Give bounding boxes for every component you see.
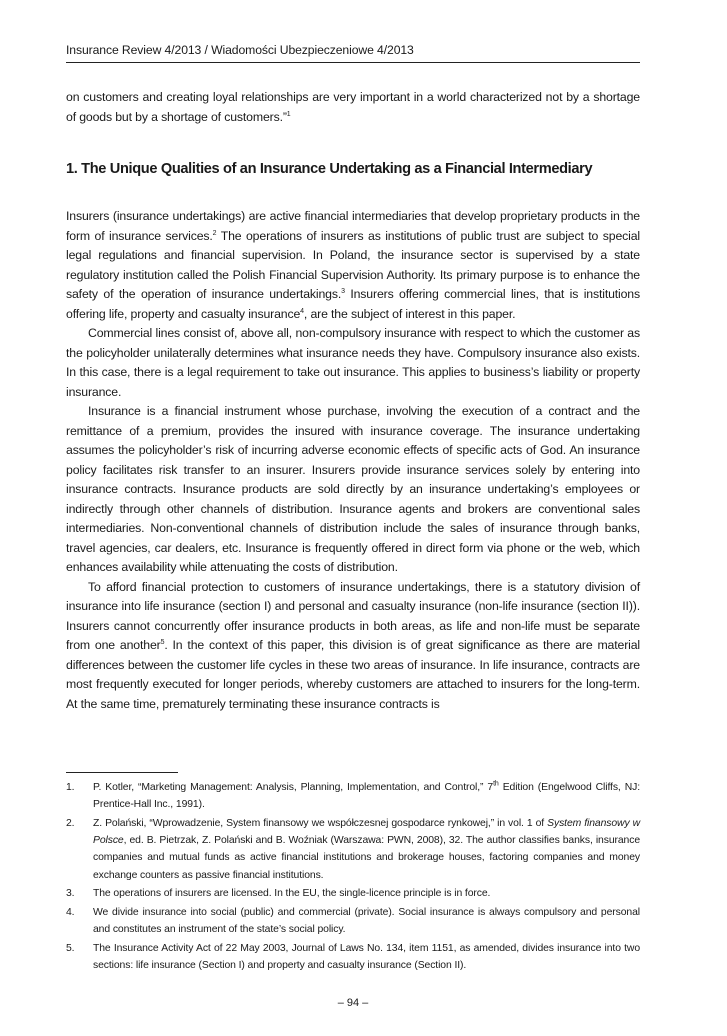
paragraph-1-text-b: The operations of insurers as institutions of public trust are subject to special legal regulations and financial supervision. In Poland, the insurance sector is supervised by a state regulatory institution called the Polish Financial Supervision Authority. Its primary purpose is to enhance the safety of the operation of insurance undertakings. — [66, 228, 640, 301]
paragraph-4 — [66, 578, 640, 715]
footnote-number: 2. — [66, 817, 75, 829]
footnote-3 — [66, 885, 640, 902]
paragraph-3: Insurance is a financial instrument whose purchase, involving the execution of a contract and the remittance of a premium, provides the insured with insurance coverage. The insurance undertaking assumes the policyholder’s risk of incurring adverse economic effects of specific acts of God. An insurance policy facilitates risk transfer to an insurer. Insurers provide insurance services solely by entering into insurance contracts. Insurance products are sold directly by an insurance undertaking’s employees or indirectly through other channels of distribution. Insurance agents and brokers are conventional sales intermediaries. Non-conventional channels of distribution include the sales of insurance through banks, travel agencies, car dealers, etc. Insurance is frequently offered in direct form via phone or the web, which enhances availability while attenuating the costs of distribution. — [66, 404, 640, 574]
footnote-2-text-b: , ed. B. Pietrzak, Z. Polański and B. Woźniak (Warszawa: PWN, 2008), 32. The author classifies banks, insurance companies and mutual funds as active financial institutions and brokerage houses, factoring companies and money exchange counters as passive financial institutions. — [93, 835, 640, 881]
paragraph-4-text-a: To afford financial protection to customers of insurance undertakings, there is a statutory division of insurance into life insurance (section I) and personal and casualty insurance (non-life insurance (section II)). Insurers cannot concurrently offer insurance products in both areas, as life and non-life must be separate from one another — [66, 579, 640, 652]
paragraph-1-text-d: , are the subject of interest in this paper. — [303, 306, 516, 321]
footnote-1-text-b: Edition (Engelwood Cliffs, NJ: Prentice-Hall Inc., 1991). — [93, 782, 640, 811]
paragraph-1-text-c: Insurers offering commercial lines, that is institutions offering life, property and casualty insurance — [66, 287, 640, 321]
footnote-ref-3[interactable]: 3 — [341, 287, 345, 295]
page — [66, 0, 640, 1036]
continuation-paragraph — [66, 88, 640, 127]
footnote-number: 3. — [66, 888, 75, 900]
footnote-2 — [66, 815, 640, 884]
footnote-number: 1. — [66, 782, 75, 793]
footnote-1-text-a: P. Kotler, “Marketing Management: Analysis, Planning, Implementation, and Control,” 7 — [93, 782, 494, 793]
paragraph-4-text-b: . In the context of this paper, this division is of great significance as there are material differences between the customer life cycles in these two areas of insurance. In life insurance, contracts are most frequently executed for longer periods, whereby customers are attached to insurers for the long-term. At the same time, prematurely terminating these insurance contracts is — [66, 638, 640, 711]
footnote-ref-2[interactable]: 2 — [212, 229, 217, 237]
running-header: Insurance Review 4/2013 / Wiadomości Ubezpieczeniowe 4/2013 — [66, 43, 640, 63]
page-number: – 94 – — [337, 997, 369, 1009]
footnote-number: 5. — [66, 942, 75, 954]
footnote-ref-1[interactable]: 1 — [286, 110, 291, 118]
footnote-text — [93, 779, 640, 813]
paragraph-1 — [66, 207, 640, 324]
section-title: 1. The Unique Qualities of an Insurance Undertaking as a Financial Intermediary — [66, 161, 593, 177]
footnote-2-book-title: System finansowy w Polsce — [93, 817, 640, 847]
footnote-text: The operations of insurers are licensed. In the EU, the single-licence principle is in force. — [93, 888, 491, 900]
footnote-1-superscript: th — [493, 780, 499, 788]
paragraph-2: Commercial lines consist of, above all, non-compulsory insurance with respect to which the customer as the policyholder unilaterally determines what insurance needs they have. Compulsory insurance also exists. In this case, there is a legal requirement to take out insurance. This applies to business’s liability or property insurance. — [66, 326, 640, 399]
footnote-5 — [66, 940, 640, 974]
footnote-text: The Insurance Activity Act of 22 May 2003, Journal of Laws No. 134, item 1151, as amended, divides insurance into two sections: life insurance (Section I) and property and casualty insurance (Section II). — [93, 942, 640, 972]
footnote-number: 4. — [66, 906, 75, 918]
footnote-divider — [66, 772, 178, 773]
footnote-4 — [66, 904, 640, 938]
footnote-text: We divide insurance into social (public) and commercial (private). Social insurance is always compulsory and personal and constitutes an instrument of the state’s social policy. — [93, 906, 640, 936]
footnote-ref-4[interactable]: 4 — [300, 307, 304, 315]
continuation-text: on customers and creating loyal relationships are very important in a world characterized not by a shortage of goods but by a shortage of customers.” — [66, 90, 640, 124]
footnotes — [66, 779, 640, 976]
footnote-2-text-a: Z. Polański, “Wprowadzenie, System finansowy we współczesnej gospodarce rynkowej,” in vol. 1 of — [93, 817, 548, 829]
body-text — [66, 88, 640, 714]
paragraph-1-text-a: Insurers (insurance undertakings) are active financial intermediaries that develop proprietary products in the form of insurance services. — [66, 209, 640, 243]
footnote-text — [93, 815, 640, 884]
footnote-ref-5[interactable]: 5 — [160, 638, 165, 646]
footnote-1 — [66, 779, 640, 813]
